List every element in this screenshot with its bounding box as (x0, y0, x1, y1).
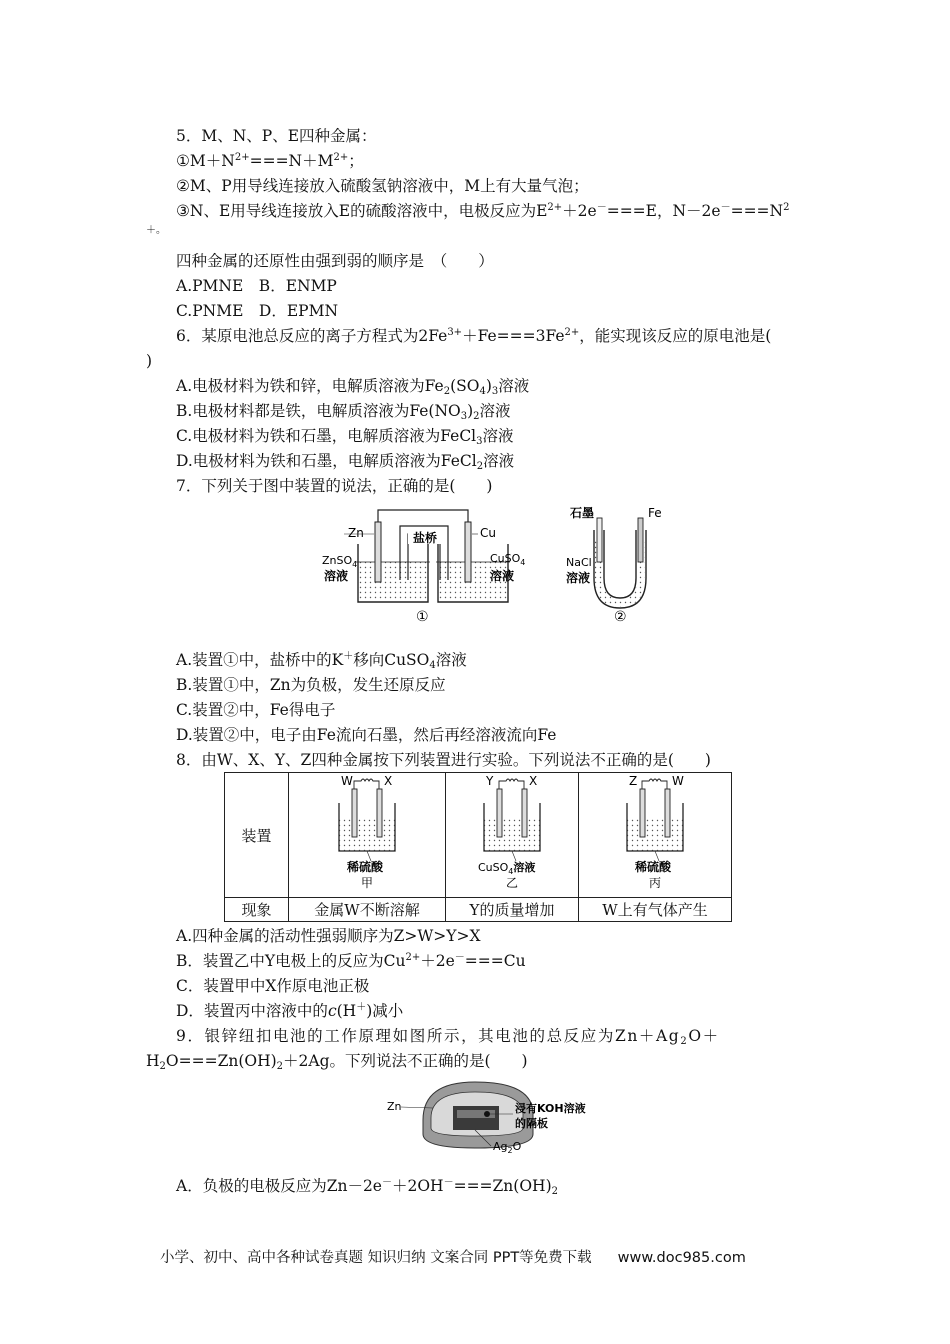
q7-option-b: B.装置①中，Zn为负极，发生还原反应 (176, 676, 446, 694)
q5-statement-1: $①M+N^{2+}===N+M^{2+}$； (176, 152, 364, 170)
znso4-label: ZnSO$_4$ (322, 554, 358, 569)
q6-option-b: B.电极材料都是铁，电解质溶液为$Fe(NO_3)_2$溶液 (176, 402, 511, 422)
cu-electrode-label: Cu (480, 526, 496, 540)
separator-label-1: 浸有KOH溶液 (515, 1102, 586, 1115)
q7-option-c: C.装置②中，Fe得电子 (176, 701, 336, 719)
q9-stem: 9．银锌纽扣电池的工作原理如图所示，其电池的总反应为$Zn+Ag_2O+$ (176, 1027, 720, 1047)
q5-statement-3-wrap: ＋。 (146, 225, 166, 236)
q6-option-c: C.电极材料为铁和石墨，电解质溶液为FeCl$_3$溶液 (176, 427, 514, 447)
q5-question: 四种金属的还原性由强到弱的顺序是 （ ） (176, 252, 494, 270)
zn-label: Zn (387, 1100, 402, 1113)
nacl-solution-label: 溶液 (566, 571, 591, 585)
svg-text:Z: Z (629, 774, 638, 788)
q7-stem: 7．下列关于图中装置的说法，正确的是( ) (176, 477, 493, 495)
device-cell-jia (289, 773, 446, 898)
ag2o-label: $Ag_2O$ (493, 1140, 522, 1155)
svg-text:W: W (672, 774, 684, 788)
q6-option-d: D.电极材料为铁和石墨，电解质溶液为FeCl$_2$溶液 (176, 452, 515, 472)
button-cell-diagram (383, 1074, 605, 1158)
table-row-label-device: 装置 (225, 773, 289, 898)
svg-text:稀硫酸: 稀硫酸 (635, 860, 672, 874)
beaker-jia (307, 773, 427, 893)
svg-text:CuSO4溶液: CuSO$_4$溶液 (478, 861, 536, 876)
footer-url[interactable]: www.doc985.com (617, 1250, 746, 1266)
u-tube-diagram (566, 505, 662, 625)
cuso4-solution-label: 溶液 (490, 569, 515, 583)
figure-2-number: ② (614, 609, 627, 625)
q8-option-b: B．装置乙中Y电极上的反应为$Cu^{2+}+2e^-===Cu$ (176, 952, 526, 970)
zn-electrode-label: Zn (348, 526, 364, 540)
svg-text:Y: Y (486, 774, 494, 788)
phenomenon-yi: Y的质量增加 (446, 898, 579, 922)
q9-stem-line2: $H_2O===Zn(OH)_2+2Ag$。下列说法不正确的是( ) (146, 1052, 528, 1072)
beaker-yi (452, 773, 572, 893)
q5-stem: 5．M、N、P、E四种金属： (176, 127, 377, 145)
q5-statement-2: ②M、P用导线连接放入硫酸氢钠溶液中，M上有大量气泡； (176, 177, 589, 195)
znso4-solution-label: 溶液 (324, 569, 349, 583)
nacl-label: NaCl (566, 556, 592, 569)
figure-1-number: ① (416, 609, 429, 625)
q8-table (224, 772, 732, 922)
q6-stem-wrap: ) (146, 352, 153, 370)
q8-option-a: A.四种金属的活动性强弱顺序为Z>W>Y>X (176, 927, 481, 945)
phenomenon-jia: 金属W不断溶解 (289, 898, 446, 922)
beaker-bing (595, 773, 715, 893)
q5-options-cd: C.PNME D．EPMN (176, 302, 339, 320)
q8-stem: 8．由W、X、Y、Z四种金属按下列装置进行实验。下列说法不正确的是( ) (176, 751, 711, 769)
svg-text:甲: 甲 (361, 876, 374, 890)
device-cell-yi (446, 773, 579, 898)
q7-figure (318, 500, 670, 630)
footer (160, 1246, 746, 1267)
cuso4-label: CuSO$_4$ (490, 552, 526, 567)
q5-statement-3: ③N、E用导线连接放入E的硫酸溶液中，电极反应为$E^{2+}+2e^-===E$，$N-2e^-===N^2$ (176, 202, 790, 220)
q5-options-ab: A.PMNE B．ENMP (176, 277, 337, 295)
device-cell-bing (579, 773, 732, 898)
salt-bridge-label: 盐桥 (413, 531, 438, 545)
svg-text:W: W (341, 774, 353, 788)
q8-option-d: D．装置丙中溶液中的c(H＋)减小 (176, 1002, 404, 1020)
q7-option-a: A.装置①中，盐桥中的K＋移向CuSO$_4$溶液 (176, 651, 467, 671)
separator-label-2: 的隔板 (515, 1117, 548, 1130)
table-row-label-phenomenon: 现象 (225, 898, 289, 922)
svg-text:乙: 乙 (506, 876, 519, 890)
footer-text: 小学、初中、高中各种试卷真题 知识归纳 文案合同 PPT等免费下载 (160, 1250, 592, 1266)
svg-text:稀硫酸: 稀硫酸 (347, 860, 384, 874)
fe-label: Fe (648, 506, 662, 520)
svg-text:丙: 丙 (649, 876, 662, 890)
q9-option-a: A．负极的电极反应为$Zn-2e^-+2OH^-===Zn(OH)_2$ (176, 1177, 558, 1197)
q6-stem: 6．某原电池总反应的离子方程式为$2Fe^{3+}+Fe===3Fe^{2+}$，能实现该反应的原电池是( (176, 327, 772, 345)
q6-option-a: A.电极材料为铁和锌，电解质溶液为$Fe_2(SO_4)_3$溶液 (176, 377, 530, 397)
svg-text:X: X (384, 774, 393, 788)
galvanic-cell-diagram (322, 510, 525, 625)
graphite-label: 石墨 (570, 506, 595, 520)
svg-text:X: X (529, 774, 538, 788)
q8-option-c: C．装置甲中X作原电池正极 (176, 977, 370, 995)
q7-option-d: D.装置②中，电子由Fe流向石墨，然后再经溶液流向Fe (176, 726, 557, 744)
phenomenon-bing: W上有气体产生 (579, 898, 732, 922)
